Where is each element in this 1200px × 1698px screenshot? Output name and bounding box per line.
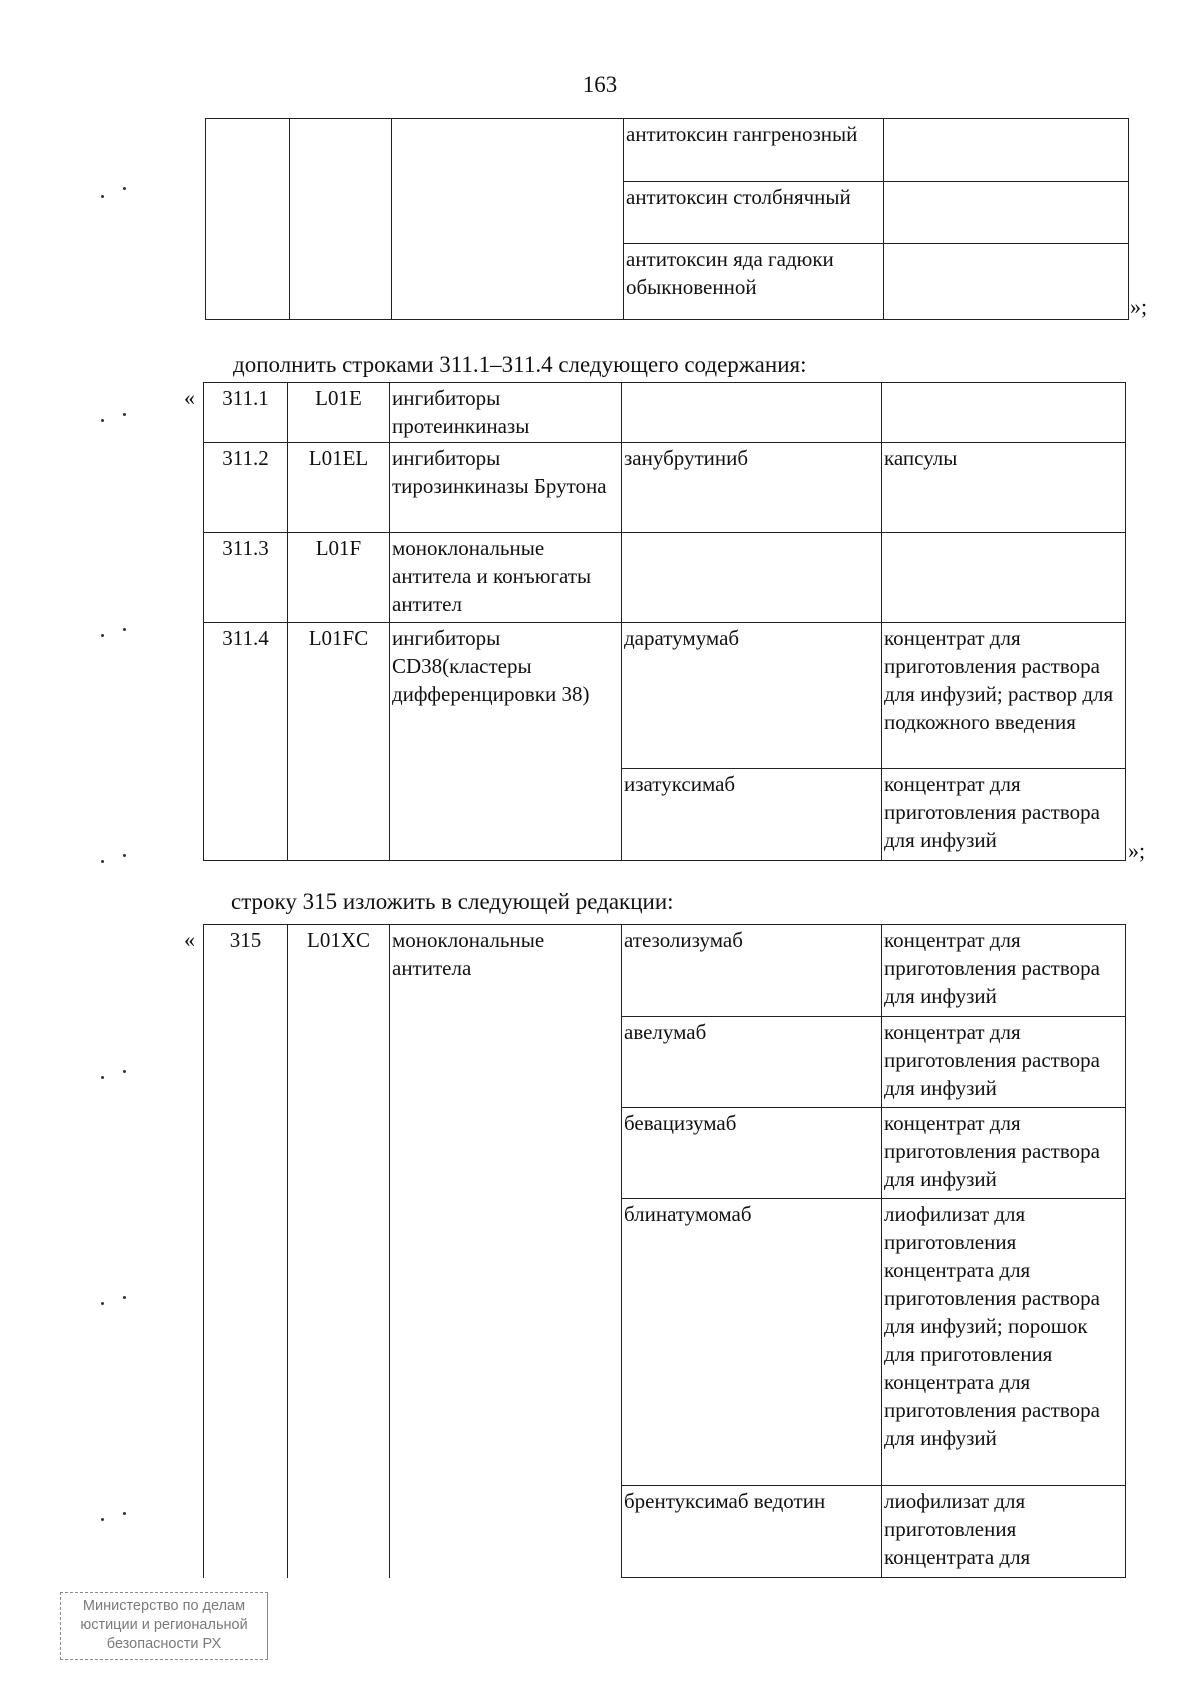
group-name: ингибиторы протеинкиназы bbox=[390, 383, 622, 443]
group-name: моноклональные антитела bbox=[390, 925, 622, 1578]
scan-speck bbox=[123, 628, 126, 631]
scan-speck bbox=[101, 1302, 104, 1305]
scan-speck bbox=[123, 1070, 126, 1073]
drug-form-cell: лиофилизат для приготовления концентрата для приготовления раствора для инфузий; порошок для приготовления концентрата для приготовления раствора для инфузий bbox=[882, 1199, 1126, 1486]
scan-speck bbox=[101, 860, 104, 863]
stamp-line: Министерство по делам bbox=[82, 1598, 246, 1614]
group-name: ингибиторы CD38(кластеры дифференцировки 38) bbox=[390, 623, 622, 861]
atc-code: L01E bbox=[288, 383, 390, 443]
drug-name-cell: блинатумомаб bbox=[622, 1199, 882, 1486]
row-number: 311.2 bbox=[204, 443, 288, 533]
drug-name-cell bbox=[622, 533, 882, 623]
stamp-line: безопасности РХ bbox=[106, 1636, 222, 1652]
scan-speck bbox=[101, 1076, 104, 1079]
drug-name-cell: занубрутиниб bbox=[622, 443, 882, 533]
scan-speck bbox=[101, 1518, 104, 1521]
row-number: 311.3 bbox=[204, 533, 288, 623]
drug-form-cell: капсулы bbox=[882, 443, 1126, 533]
table-cell-code bbox=[290, 119, 392, 320]
scan-speck bbox=[123, 854, 126, 857]
scan-speck bbox=[101, 419, 104, 422]
instruction-text: строку 315 изложить в следующей редакции: bbox=[231, 889, 674, 914]
drug-form-cell bbox=[884, 244, 1129, 320]
atc-code: L01EL bbox=[288, 443, 390, 533]
atc-code: L01XC bbox=[288, 925, 390, 1578]
scan-speck bbox=[123, 413, 126, 416]
drug-name-cell: даратумумаб bbox=[622, 623, 882, 769]
atc-code: L01FC bbox=[288, 623, 390, 861]
drug-form-cell: концентрат для приготовления раствора для инфузий; раствор для подкожного введения bbox=[882, 623, 1126, 769]
group-name: ингибиторы тирозинкиназы Брутона bbox=[390, 443, 622, 533]
drug-name-cell: атезолизумаб bbox=[622, 925, 882, 1017]
drug-name-cell: антитоксин яда гадюки обыкновенной bbox=[624, 244, 884, 320]
scan-speck bbox=[123, 1296, 126, 1299]
table-cell-group bbox=[392, 119, 624, 320]
drug-name-cell: изатуксимаб bbox=[622, 769, 882, 861]
drug-name-cell: брентуксимаб ведотин bbox=[622, 1486, 882, 1578]
drug-form-cell bbox=[882, 383, 1126, 443]
drug-form-cell: концентрат для приготовления раствора для инфузий bbox=[882, 925, 1126, 1017]
row-number: 311.4 bbox=[204, 623, 288, 861]
scan-speck bbox=[101, 195, 104, 198]
drug-form-cell: концентрат для приготовления раствора для инфузий bbox=[882, 1108, 1126, 1199]
stamp-line: юстиции и региональной bbox=[80, 1617, 248, 1633]
instruction-text: дополнить строками 311.1–311.4 следующего содержания: bbox=[233, 352, 807, 377]
drug-form-cell: концентрат для приготовления раствора для инфузий bbox=[882, 1017, 1126, 1108]
drug-name-cell: антитоксин гангренозный bbox=[624, 119, 884, 182]
drug-name-cell: авелумаб bbox=[622, 1017, 882, 1108]
scan-speck bbox=[123, 187, 126, 190]
ministry-stamp bbox=[60, 1592, 268, 1660]
drug-form-cell bbox=[884, 182, 1129, 244]
opening-quote: « bbox=[184, 927, 195, 952]
opening-quote: « bbox=[184, 385, 195, 410]
row-number: 311.1 bbox=[204, 383, 288, 443]
closing-quote: »; bbox=[1128, 838, 1146, 863]
continuation-table bbox=[205, 118, 1129, 320]
row-315-table bbox=[203, 924, 1126, 1578]
drug-form-cell bbox=[882, 533, 1126, 623]
drug-form-cell bbox=[884, 119, 1129, 182]
scan-speck bbox=[101, 634, 104, 637]
scan-speck bbox=[123, 1512, 126, 1515]
group-name: моноклональные антитела и конъюгаты антител bbox=[390, 533, 622, 623]
page-number: 163 bbox=[582, 72, 618, 97]
drug-name-cell: антитоксин столбнячный bbox=[624, 182, 884, 244]
drug-form-cell: лиофилизат для приготовления концентрата для bbox=[882, 1486, 1126, 1578]
row-number: 315 bbox=[204, 925, 288, 1578]
drug-name-cell: бевацизумаб bbox=[622, 1108, 882, 1199]
drug-form-cell: концентрат для приготовления раствора для инфузий bbox=[882, 769, 1126, 861]
rows-311-table bbox=[203, 382, 1126, 861]
drug-name-cell bbox=[622, 383, 882, 443]
atc-code: L01F bbox=[288, 533, 390, 623]
closing-quote: »; bbox=[1130, 294, 1148, 319]
table-cell-num bbox=[206, 119, 290, 320]
